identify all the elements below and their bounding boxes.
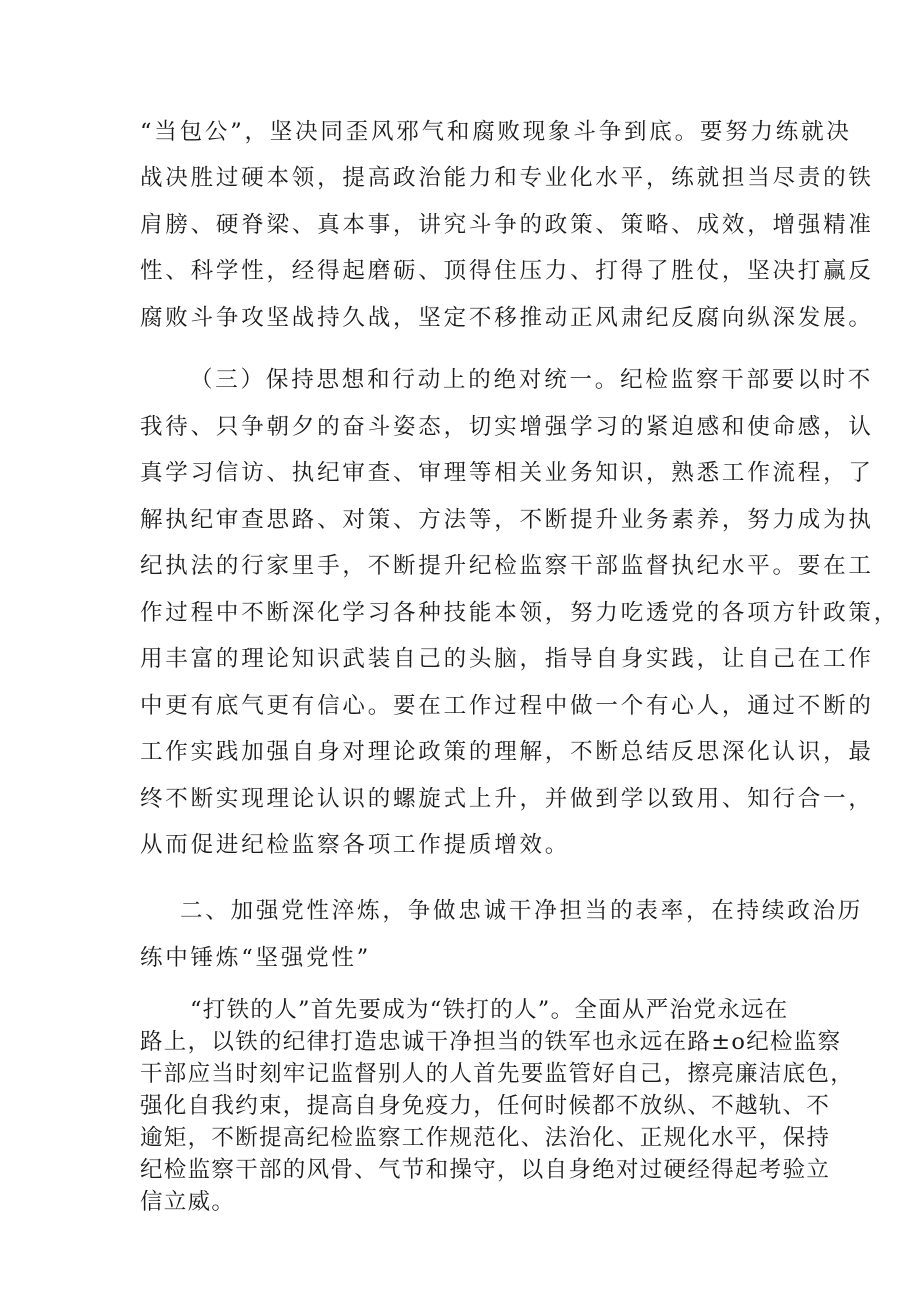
text-line: 性、科学性，经得起磨砺、顶得住压力、打得了胜仗，坚决打赢反 [140, 258, 874, 284]
text-line: 纪执法的行家里手，不断提升纪检监察干部监督执纪水平。要在工 [140, 553, 874, 579]
text-line: 逾矩，不断提高纪检监察工作规范化、法治化、正规化水平，保持 [140, 1125, 831, 1151]
text-line: 作过程中不断深化学习各种技能本领，努力吃透党的各项方针政策， [140, 600, 900, 626]
text-line: 干部应当时刻牢记监督别人的人首先要监管好自己，擦亮廉洁底色， [140, 1061, 855, 1087]
heading-line: 二、加强党性淬炼，争做忠诚干净担当的表率，在持续政治历 [180, 898, 864, 924]
text-line: 从而促进纪检监察各项工作提质增效。 [140, 832, 571, 858]
text-line: “当包公”，坚决同歪风邪气和腐败现象斗争到底。要努力练就决 [140, 119, 852, 145]
text-line: 纪检监察干部的风骨、气节和操守，以自身绝对过硬经得起考验立 [140, 1157, 831, 1183]
text-line: 终不断实现理论认识的螺旋式上升，并做到学以致用、知行合一， [140, 786, 874, 812]
text-line: 中更有底气更有信心。要在工作过程中做一个有心人，通过不断的 [140, 693, 874, 719]
text-line: 信立威。 [140, 1189, 236, 1215]
text-line: 肩膀、硬脊梁、真本事，讲究斗争的政策、策略、成效，增强精准 [140, 212, 874, 238]
text-line: 真学习信访、执纪审查、审理等相关业务知识，熟悉工作流程，了 [140, 460, 874, 486]
heading-line: 练中锤炼“坚强党性” [140, 945, 372, 971]
text-line: “打铁的人”首先要成为“铁打的人”。全面从严治党永远在 [190, 997, 789, 1023]
text-line: 解执纪审查思路、对策、方法等，不断提升业务素养，努力成为执 [140, 507, 874, 533]
text-line: （三）保持思想和行动上的绝对统一。纪检监察干部要以时不 [190, 367, 874, 393]
text-line: 腐败斗争攻坚战持久战，坚定不移推动正风肃纪反腐向纵深发展。 [140, 305, 874, 331]
text-line: 工作实践加强自身对理论政策的理解，不断总结反思深化认识，最 [140, 739, 874, 765]
text-line: 我待、只争朝夕的奋斗姿态，切实增强学习的紧迫感和使命感，认 [140, 414, 874, 440]
text-line: 用丰富的理论知识武装自己的头脑，指导自身实践，让自己在工作 [140, 646, 874, 672]
text-line: 路上，以铁的纪律打造忠诚干净担当的铁军也永远在路±o纪检监察 [140, 1029, 842, 1055]
text-line: 强化自我约束，提高自身免疫力，任何时候都不放纵、不越轨、不 [140, 1093, 831, 1119]
text-line: 战决胜过硬本领，提高政治能力和专业化水平，练就担当尽责的铁 [140, 165, 874, 191]
